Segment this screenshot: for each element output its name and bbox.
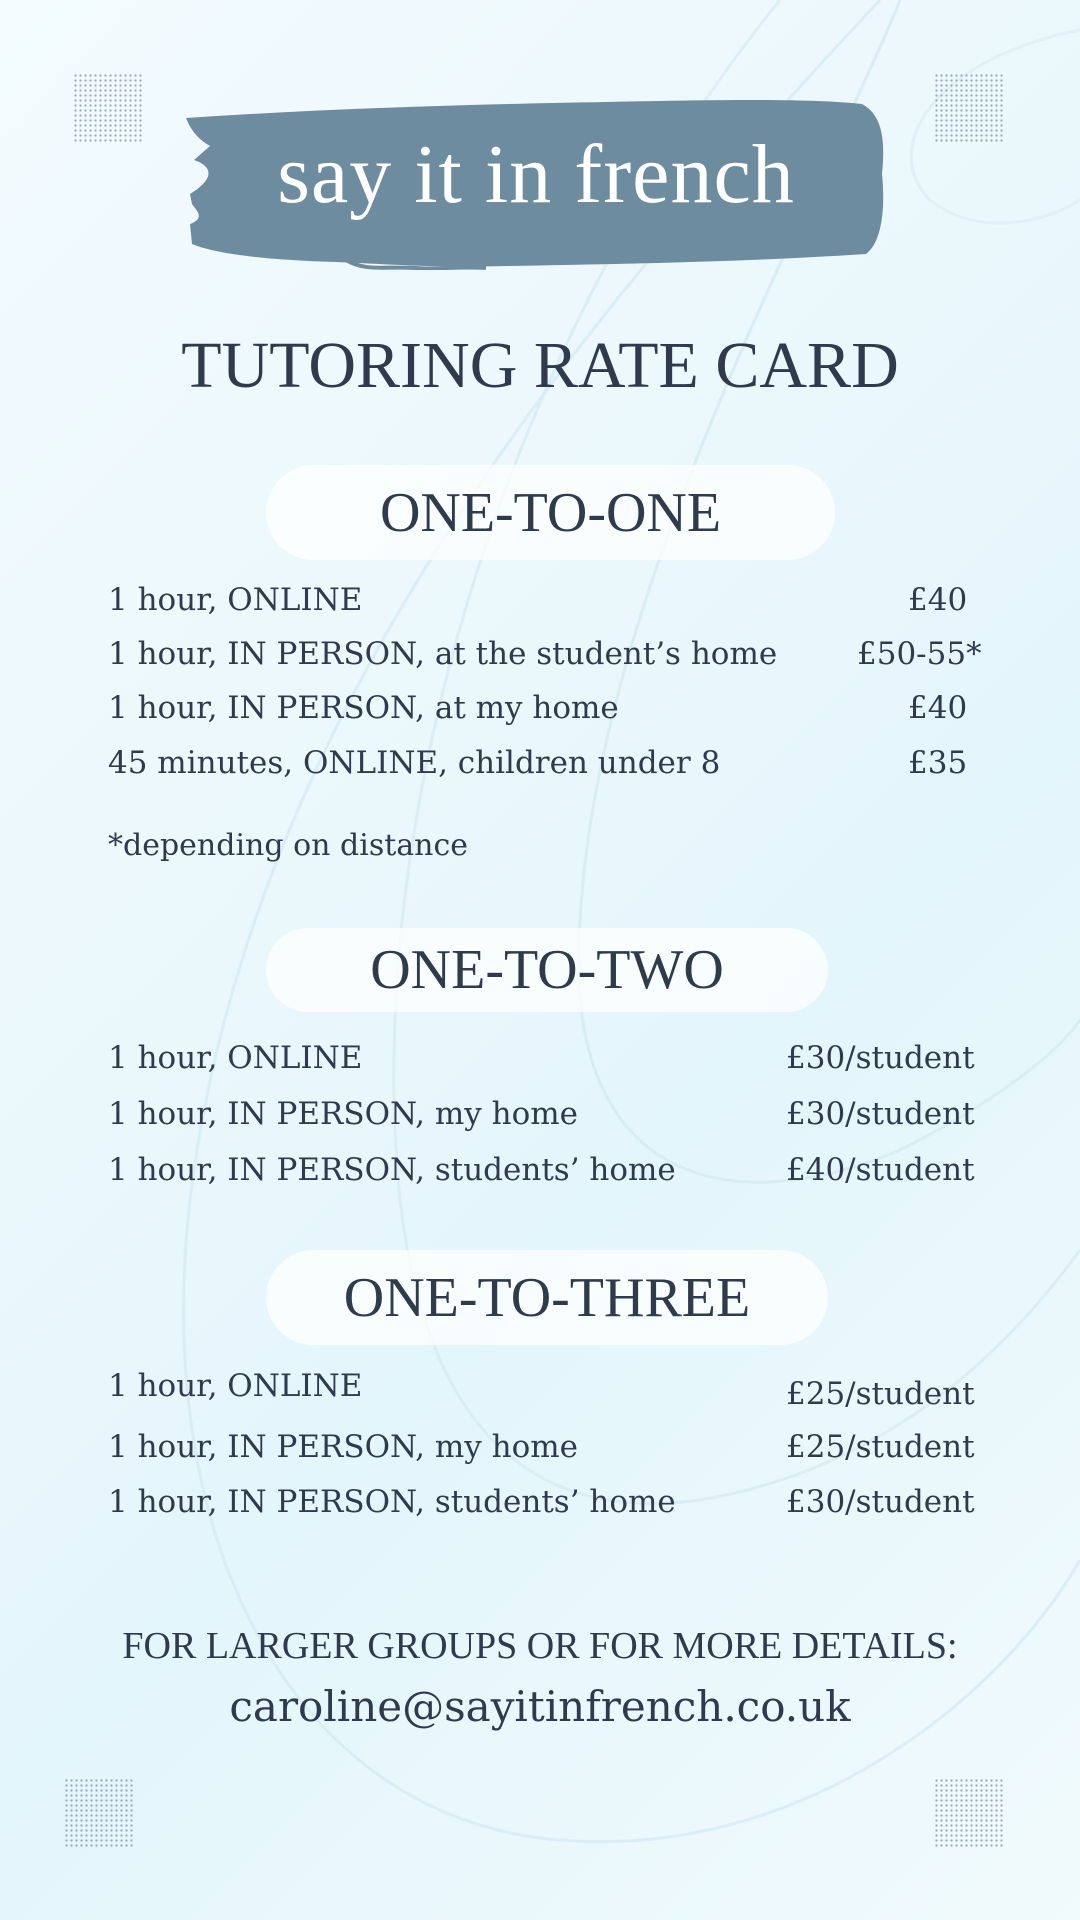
section-heading-one-to-three: ONE-TO-THREE xyxy=(266,1250,828,1345)
rate-label: 1 hour, IN PERSON, at my home xyxy=(108,690,619,726)
rate-price: £35 xyxy=(908,745,968,781)
rate-row xyxy=(108,690,988,734)
rate-row xyxy=(108,1484,988,1528)
rate-price: £30/student xyxy=(786,1096,975,1132)
rate-label: 1 hour, IN PERSON, students’ home xyxy=(108,1152,676,1188)
rate-price: £25/student xyxy=(786,1429,975,1465)
rate-label: 1 hour, IN PERSON, at the student’s home xyxy=(108,636,778,672)
rate-row xyxy=(108,1368,988,1412)
rate-price: £25/student xyxy=(786,1376,975,1412)
dot-grid-top-left xyxy=(73,73,143,143)
logo-text: say it in french xyxy=(277,128,795,221)
rate-label: 1 hour, ONLINE xyxy=(108,582,363,618)
rate-price: £30/student xyxy=(786,1484,975,1520)
rate-row xyxy=(108,1096,988,1140)
section-heading-one-to-one: ONE-TO-ONE xyxy=(266,465,835,560)
rate-label: 1 hour, IN PERSON, students’ home xyxy=(108,1484,676,1520)
rate-price: £40/student xyxy=(786,1152,975,1188)
rate-row xyxy=(108,1429,988,1473)
rate-row xyxy=(108,1040,988,1084)
rate-row xyxy=(108,1152,988,1196)
dot-grid-bottom-right xyxy=(934,1778,1004,1848)
rate-label: 1 hour, ONLINE xyxy=(108,1368,363,1404)
rate-label: 1 hour, IN PERSON, my home xyxy=(108,1096,578,1132)
rate-price: £40 xyxy=(908,582,968,618)
rate-price: £50-55* xyxy=(857,636,982,672)
section-heading-one-to-two: ONE-TO-TWO xyxy=(266,928,828,1012)
page-title: TUTORING RATE CARD xyxy=(181,329,899,402)
rate-row xyxy=(108,582,988,626)
rate-row xyxy=(108,745,988,789)
footnote: *depending on distance xyxy=(108,828,469,863)
rate-label: 45 minutes, ONLINE, children under 8 xyxy=(108,745,721,781)
rate-price: £30/student xyxy=(786,1040,975,1076)
rate-price: £40 xyxy=(908,690,968,726)
contact-email: caroline@sayitinfrench.co.uk xyxy=(229,1682,851,1731)
rate-row xyxy=(108,636,988,680)
dot-grid-bottom-left xyxy=(64,1778,134,1848)
rate-label: 1 hour, ONLINE xyxy=(108,1040,363,1076)
dot-grid-top-right xyxy=(934,73,1004,143)
logo xyxy=(186,94,886,270)
rate-label: 1 hour, IN PERSON, my home xyxy=(108,1429,578,1465)
contact-prompt: FOR LARGER GROUPS OR FOR MORE DETAILS: xyxy=(122,1625,958,1667)
